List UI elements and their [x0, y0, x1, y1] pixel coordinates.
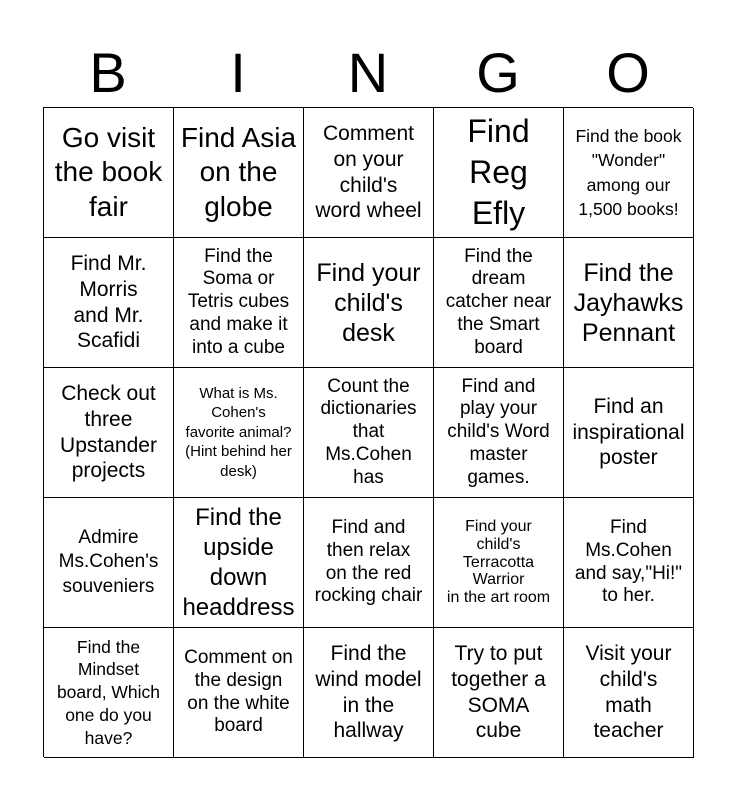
bingo-cell[interactable]: Count the dictionaries that Ms.Cohen has [304, 368, 434, 498]
bingo-cell[interactable]: Find the Mindset board, Which one do you have? [44, 628, 174, 758]
bingo-cell[interactable]: Check out three Upstander projects [44, 368, 174, 498]
bingo-cell[interactable]: What is Ms. Cohen's favorite animal? (Hint behind her desk) [174, 368, 304, 498]
bingo-cell[interactable]: Find an inspirational poster [564, 368, 694, 498]
header-letter-g: G [476, 41, 520, 104]
bingo-cell[interactable]: Find and then relax on the red rocking chair [304, 498, 434, 628]
bingo-board [43, 107, 693, 757]
header-letter-b: B [89, 41, 127, 104]
bingo-cell[interactable]: Find Reg Efly [434, 108, 564, 238]
bingo-cell[interactable]: Visit your child's math teacher [564, 628, 694, 758]
bingo-cell[interactable]: Find the Soma or Tetris cubes and make it into a cube [174, 238, 304, 368]
bingo-cell[interactable]: Try to put together a SOMA cube [434, 628, 564, 758]
header-letter-i: I [230, 41, 246, 104]
bingo-cell[interactable]: Find Asia on the globe [174, 108, 304, 238]
bingo-cell[interactable]: Find the wind model in the hallway [304, 628, 434, 758]
bingo-cell[interactable]: Find Ms.Cohen and say,"Hi!" to her. [564, 498, 694, 628]
bingo-cell[interactable]: Find Mr. Morris and Mr. Scafidi [44, 238, 174, 368]
bingo-cell[interactable]: Go visit the book fair [44, 108, 174, 238]
bingo-cell[interactable]: Find the dream catcher near the Smart board [434, 238, 564, 368]
header-letter-n: N [347, 41, 389, 104]
header-letter-o: O [606, 41, 650, 104]
bingo-cell[interactable]: Find the upside down headdress [174, 498, 304, 628]
bingo-header [43, 42, 693, 104]
bingo-cell[interactable]: Find and play your child's Word master games. [434, 368, 564, 498]
bingo-cell[interactable]: Admire Ms.Cohen's souveniers [44, 498, 174, 628]
bingo-cell[interactable]: Find your child's desk [304, 238, 434, 368]
bingo-cell[interactable]: Comment on your child's word wheel [304, 108, 434, 238]
bingo-cell[interactable]: Find the book "Wonder" among our 1,500 books! [564, 108, 694, 238]
bingo-cell[interactable]: Find your child's Terracotta Warrior in the art room [434, 498, 564, 628]
bingo-cell[interactable]: Comment on the design on the white board [174, 628, 304, 758]
bingo-cell[interactable]: Find the Jayhawks Pennant [564, 238, 694, 368]
